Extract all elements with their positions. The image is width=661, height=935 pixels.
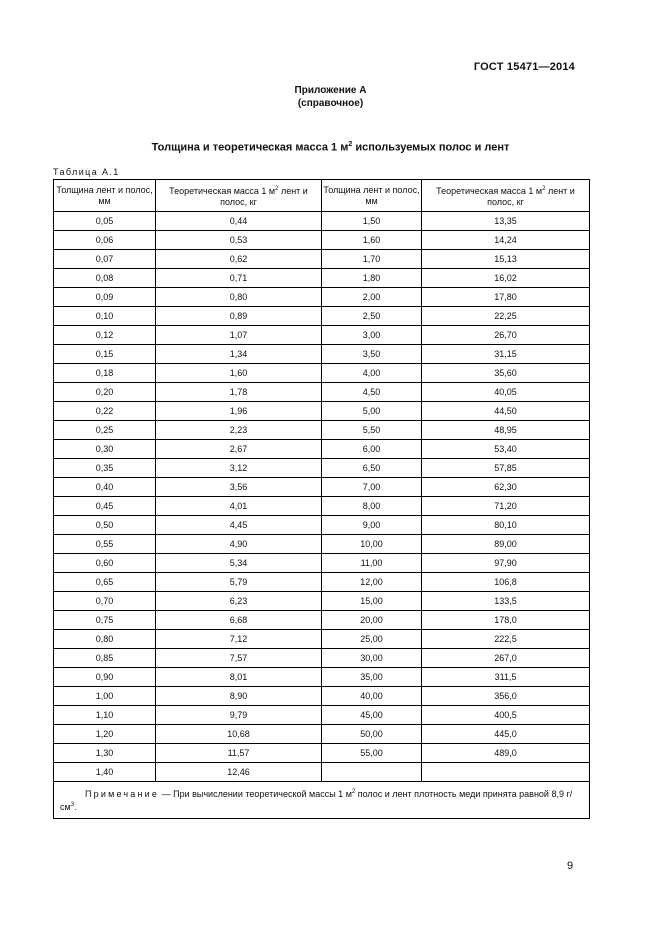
table-cell: 267,0 — [422, 649, 590, 668]
table-cell: 8,90 — [156, 687, 322, 706]
table-row — [54, 250, 590, 269]
table-cell: 5,34 — [156, 554, 322, 573]
table-cell: 0,06 — [54, 231, 156, 250]
table-cell: 0,07 — [54, 250, 156, 269]
table-cell: 0,75 — [54, 611, 156, 630]
header-thickness-1: Толщина лент и полос, мм — [54, 180, 156, 212]
table-cell: 0,44 — [156, 212, 322, 231]
table-cell: 0,60 — [54, 554, 156, 573]
table-body — [54, 212, 590, 782]
table-cell: 1,20 — [54, 725, 156, 744]
table-cell: 0,71 — [156, 269, 322, 288]
table-cell: 11,57 — [156, 744, 322, 763]
table-cell: 0,12 — [54, 326, 156, 345]
note-cell — [54, 782, 590, 819]
table-cell: 9,79 — [156, 706, 322, 725]
header-mass-1-sup: 2 — [275, 185, 279, 192]
table-cell — [422, 763, 590, 782]
table-cell: 1,80 — [322, 269, 422, 288]
table-cell: 3,50 — [322, 345, 422, 364]
note-sup-1: 2 — [351, 789, 356, 795]
table-cell: 80,10 — [422, 516, 590, 535]
table-cell: 0,22 — [54, 402, 156, 421]
table-cell: 2,23 — [156, 421, 322, 440]
table-row — [54, 592, 590, 611]
header-thickness-2: Толщина лент и полос, мм — [322, 180, 422, 212]
table-cell: 356,0 — [422, 687, 590, 706]
table-row — [54, 497, 590, 516]
header-mass-2-text-end: лент и полос, кг — [487, 185, 575, 207]
table-caption: Таблица А.1 — [53, 167, 120, 177]
table-row — [54, 649, 590, 668]
table-cell: 20,00 — [322, 611, 422, 630]
table-header-row — [54, 180, 590, 212]
table-cell: 4,01 — [156, 497, 322, 516]
note-text-end: . — [74, 802, 77, 812]
table-cell: 4,50 — [322, 383, 422, 402]
table-cell: 26,70 — [422, 326, 590, 345]
table-cell: 0,25 — [54, 421, 156, 440]
table-cell: 2,50 — [322, 307, 422, 326]
table-row — [54, 231, 590, 250]
table-cell: 0,65 — [54, 573, 156, 592]
table-cell: 89,00 — [422, 535, 590, 554]
appendix-heading — [0, 84, 661, 110]
header-mass-2-sup: 2 — [542, 185, 546, 192]
table-cell: 3,00 — [322, 326, 422, 345]
table-cell: 0,09 — [54, 288, 156, 307]
document-code: ГОСТ 15471—2014 — [473, 61, 575, 73]
table-cell: 0,89 — [156, 307, 322, 326]
table-cell: 0,90 — [54, 668, 156, 687]
table-cell: 3,56 — [156, 478, 322, 497]
table-cell: 6,50 — [322, 459, 422, 478]
table-cell: 7,00 — [322, 478, 422, 497]
table-cell: 5,00 — [322, 402, 422, 421]
table-row — [54, 725, 590, 744]
table-cell: 1,30 — [54, 744, 156, 763]
table-cell: 0,18 — [54, 364, 156, 383]
table-row — [54, 630, 590, 649]
table-cell: 7,12 — [156, 630, 322, 649]
table-cell: 1,96 — [156, 402, 322, 421]
table-cell: 31,15 — [422, 345, 590, 364]
table-cell: 62,30 — [422, 478, 590, 497]
table-row — [54, 212, 590, 231]
table-cell: 45,00 — [322, 706, 422, 725]
note-text-middle: полос и лент плотность меди принята равной 8,9 г/см — [60, 789, 573, 812]
table-cell: 7,57 — [156, 649, 322, 668]
table-cell: 1,10 — [54, 706, 156, 725]
table-cell: 400,5 — [422, 706, 590, 725]
table-cell: 97,90 — [422, 554, 590, 573]
table-row — [54, 706, 590, 725]
table-cell: 5,79 — [156, 573, 322, 592]
table-row — [54, 383, 590, 402]
table-cell: 1,60 — [156, 364, 322, 383]
table-title-sup: 2 — [348, 141, 353, 148]
table-row — [54, 573, 590, 592]
note-text: — При вычислении теоретической массы 1 м — [159, 789, 352, 799]
table-cell: 48,95 — [422, 421, 590, 440]
table-cell: 0,62 — [156, 250, 322, 269]
table-row — [54, 326, 590, 345]
table-cell: 44,50 — [422, 402, 590, 421]
table-cell: 1,78 — [156, 383, 322, 402]
header-mass-1-text-end: лент и полос, кг — [220, 185, 308, 207]
table-cell: 14,24 — [422, 231, 590, 250]
table-row — [54, 269, 590, 288]
table-cell: 15,00 — [322, 592, 422, 611]
table-cell: 10,00 — [322, 535, 422, 554]
table-cell: 12,46 — [156, 763, 322, 782]
table-cell: 71,20 — [422, 497, 590, 516]
table-cell: 178,0 — [422, 611, 590, 630]
note-label: Примечание — [85, 789, 160, 799]
table-cell: 311,5 — [422, 668, 590, 687]
table-cell: 57,85 — [422, 459, 590, 478]
table-cell: 6,23 — [156, 592, 322, 611]
appendix-title: Приложение А — [294, 85, 367, 96]
table-cell: 0,35 — [54, 459, 156, 478]
table-cell: 30,00 — [322, 649, 422, 668]
table-cell: 489,0 — [422, 744, 590, 763]
table-cell: 10,68 — [156, 725, 322, 744]
table-row — [54, 668, 590, 687]
table-row — [54, 345, 590, 364]
note-sup-2: 3 — [70, 802, 75, 808]
table-cell: 2,00 — [322, 288, 422, 307]
table-row — [54, 744, 590, 763]
table-cell: 11,00 — [322, 554, 422, 573]
table-cell: 6,68 — [156, 611, 322, 630]
table-title-text: Толщина и теоретическая масса 1 м — [151, 141, 349, 154]
table-row — [54, 307, 590, 326]
table-row — [54, 440, 590, 459]
table-row — [54, 535, 590, 554]
table-title-text-end: используемых полос и лент — [352, 141, 510, 154]
table-cell: 53,40 — [422, 440, 590, 459]
page-number: 9 — [567, 860, 574, 872]
table-cell: 22,25 — [422, 307, 590, 326]
table-cell: 8,00 — [322, 497, 422, 516]
table-row — [54, 402, 590, 421]
table-row — [54, 421, 590, 440]
table-cell: 40,00 — [322, 687, 422, 706]
table-cell: 4,90 — [156, 535, 322, 554]
table-cell: 0,40 — [54, 478, 156, 497]
header-mass-2-text: Теоретическая масса 1 м — [436, 185, 543, 196]
table-cell: 9,00 — [322, 516, 422, 535]
table-title — [0, 141, 661, 154]
table-cell: 4,45 — [156, 516, 322, 535]
header-mass-1 — [156, 180, 322, 212]
table-cell: 13,35 — [422, 212, 590, 231]
table-row — [54, 687, 590, 706]
table-cell — [322, 763, 422, 782]
table-cell: 0,10 — [54, 307, 156, 326]
table-cell: 6,00 — [322, 440, 422, 459]
table-cell: 4,00 — [322, 364, 422, 383]
table-cell: 0,45 — [54, 497, 156, 516]
table-cell: 0,70 — [54, 592, 156, 611]
table-cell: 5,50 — [322, 421, 422, 440]
table-row — [54, 763, 590, 782]
table-cell: 35,00 — [322, 668, 422, 687]
header-mass-2 — [422, 180, 590, 212]
table-row — [54, 554, 590, 573]
table-cell: 0,15 — [54, 345, 156, 364]
table-row — [54, 288, 590, 307]
table-cell: 445,0 — [422, 725, 590, 744]
table-cell: 1,40 — [54, 763, 156, 782]
note-row — [54, 782, 590, 819]
table-cell: 15,13 — [422, 250, 590, 269]
table-cell: 1,50 — [322, 212, 422, 231]
table-cell: 50,00 — [322, 725, 422, 744]
table-cell: 25,00 — [322, 630, 422, 649]
table-cell: 106,8 — [422, 573, 590, 592]
table-cell: 0,08 — [54, 269, 156, 288]
table-row — [54, 364, 590, 383]
table-cell: 1,70 — [322, 250, 422, 269]
table-cell: 133,5 — [422, 592, 590, 611]
table-cell: 0,80 — [54, 630, 156, 649]
table-cell: 222,5 — [422, 630, 590, 649]
table-cell: 35,60 — [422, 364, 590, 383]
table-cell: 0,53 — [156, 231, 322, 250]
table-cell: 1,60 — [322, 231, 422, 250]
table-cell: 1,00 — [54, 687, 156, 706]
header-mass-1-text: Теоретическая масса 1 м — [169, 185, 276, 196]
table-cell: 8,01 — [156, 668, 322, 687]
table-cell: 0,30 — [54, 440, 156, 459]
table-row — [54, 516, 590, 535]
table-cell: 0,50 — [54, 516, 156, 535]
appendix-subtitle: (справочное) — [297, 98, 364, 109]
table-cell: 0,80 — [156, 288, 322, 307]
table-cell: 40,05 — [422, 383, 590, 402]
mass-table — [53, 179, 590, 819]
table-cell: 55,00 — [322, 744, 422, 763]
table-cell: 0,05 — [54, 212, 156, 231]
table-cell: 0,55 — [54, 535, 156, 554]
table-cell: 1,07 — [156, 326, 322, 345]
table-cell: 1,34 — [156, 345, 322, 364]
table-cell: 12,00 — [322, 573, 422, 592]
table-cell: 3,12 — [156, 459, 322, 478]
table-cell: 2,67 — [156, 440, 322, 459]
table-cell: 0,85 — [54, 649, 156, 668]
table-row — [54, 478, 590, 497]
table-row — [54, 611, 590, 630]
table-cell: 16,02 — [422, 269, 590, 288]
table-cell: 17,80 — [422, 288, 590, 307]
table-row — [54, 459, 590, 478]
table-cell: 0,20 — [54, 383, 156, 402]
